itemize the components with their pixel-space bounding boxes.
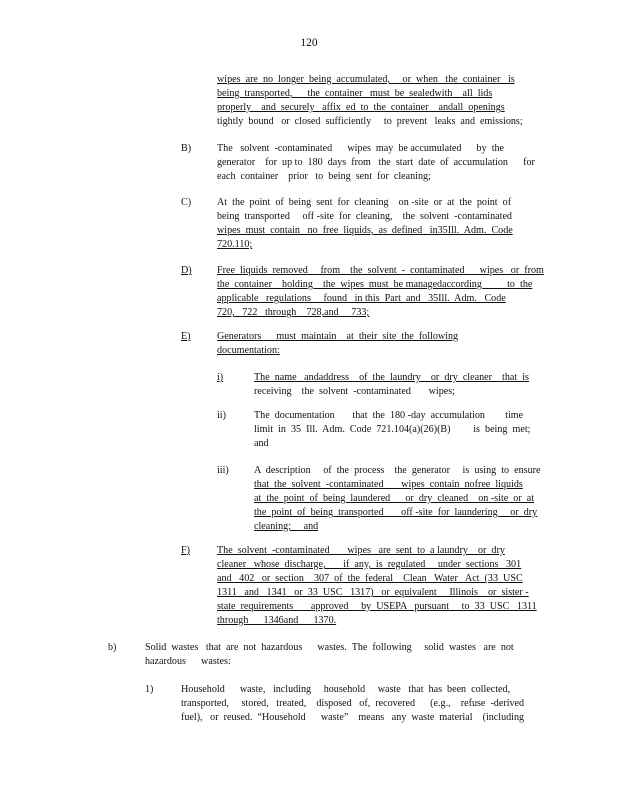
item-d-label: D) [181,265,192,276]
text-line: 720.110; [217,239,253,250]
text-line: hazardous wastes: [145,656,231,667]
item-1-label: 1) [145,684,154,695]
subitem-1-label: i) [217,372,224,383]
item-d-text [217,264,547,320]
item-1-text [181,683,541,725]
text-line: Generators must maintain at their site the following [217,331,459,342]
text-line: state requirements approved by USEPA pursuant to 33 USC 1311 [217,601,537,612]
text-line: Solid wastes that are not hazardous wastes. The following solid wastes are not [145,642,514,653]
item-c-label: C) [181,197,192,208]
text-line: documentation: [217,345,280,356]
text-line: each container prior to being sent for cleaning; [217,171,431,182]
text-line: the container holding the wipes must be managedaccording to the [217,279,533,290]
subitem-3-text [254,464,544,534]
subitem-2-label: ii) [217,410,226,421]
text-line: 1311 and 1341 or 33 USC 1317) or equivalent Illinois or sister - [217,587,529,598]
text-line: The solvent -contaminated wipes are sent to a laundry or dry [217,545,505,556]
text-line: receiving the solvent -contaminated wipes; [254,386,455,397]
item-c-text [217,196,547,252]
section-b-label: b) [108,642,117,653]
text-line: being transported off -site for cleaning, the solvent -contaminated [217,211,512,222]
item-f-label: F) [181,545,190,556]
item-b-text [217,142,547,184]
section-b-text [145,641,545,669]
text-line: At the point of being sent for cleaning on -site or at the point of [217,197,512,208]
text-line: tightly bound or closed sufficiently to prevent leaks and emissions; [217,116,523,127]
text-line: transported, stored, treated, disposed of, recovered (e.g., refuse -derived [181,698,525,709]
text-line: cleaning; and [254,521,319,532]
text-line: the point of being transported off -site for laundering or dry [254,507,538,518]
text-line: through 1346and 1370. [217,615,337,626]
text-line: and 402 or section 307 of the federal Clean Water Act (33 USC [217,573,523,584]
item-e-label: E) [181,331,191,342]
item-b-label: B) [181,143,192,154]
text-line: being transported, the container must be sealedwith all lids [217,88,493,99]
text-line: Household waste, including household waste that has been collected, [181,684,511,695]
item-f-text [217,544,547,628]
text-line: that the solvent -contaminated wipes contain nofree liquids [254,479,523,490]
text-line: fuel), or reused. “Household waste” means any waste material (including [181,712,525,723]
text-line: The solvent -contaminated wipes may be accumulated by the [217,143,505,154]
item-e-text [217,330,547,358]
text-line: The documentation that the 180 -day accumulation time [254,410,524,421]
text-line: A description of the process the generator is using to ensure [254,465,541,476]
subitem-2-text [254,409,544,451]
text-line: properly and securely affix ed to the container andall openings [217,102,505,113]
text-line: wipes are no longer being accumulated, or when the container is [217,74,515,85]
text-line: Free liquids removed from the solvent - contaminated wipes or from [217,265,544,276]
text-line: 720, 722 through 728,and 733; [217,307,370,318]
page-number: 120 [300,37,318,49]
text-line: limit in 35 Ill. Adm. Code 721.104(a)(26)(B) is being met; [254,424,531,435]
subitem-3-label: iii) [217,465,229,476]
text-line: wipes must contain no free liquids, as defined in35Ill. Adm. Code [217,225,513,236]
text-line: The name andaddress of the laundry or dry cleaner that is [254,372,529,383]
text-line: at the point of being laundered or dry cleaned on -site or at [254,493,535,504]
subitem-1-text [254,371,544,399]
text-line: and [254,438,269,449]
continuation-text [217,73,537,129]
text-line: cleaner whose discharge, if any, is regulated under sections 301 [217,559,522,570]
text-line: generator for up to 180 days from the start date of accumulation for [217,157,535,168]
text-line: applicable regulations found in this Part and 35Ill. Adm. Code [217,293,506,304]
